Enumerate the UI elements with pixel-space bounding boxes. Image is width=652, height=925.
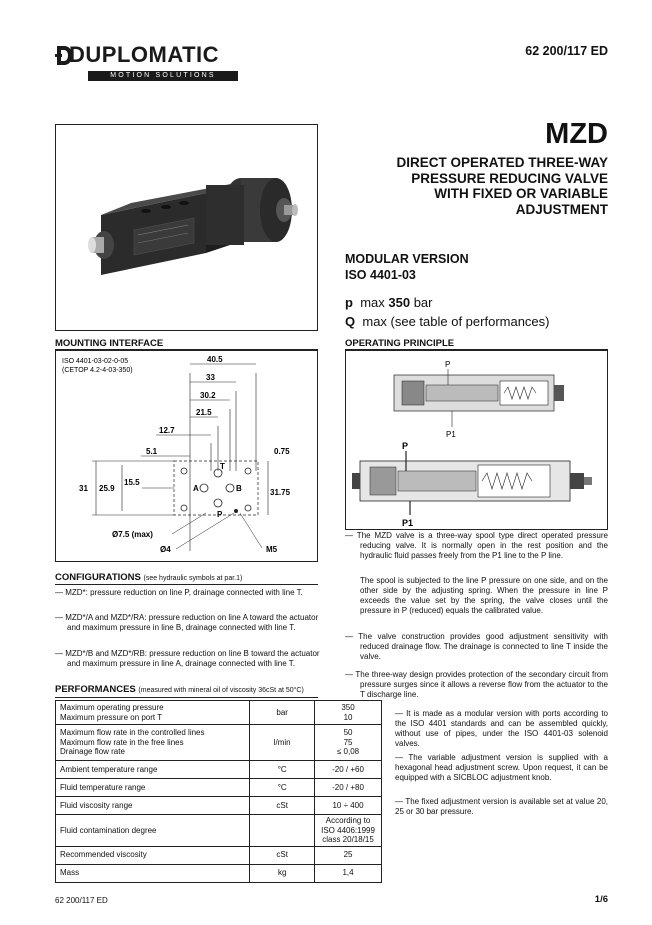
table-cell-unit: °C — [250, 761, 315, 779]
table-cell-unit: cSt — [250, 846, 315, 864]
table-cell-value: -20 / +80 — [315, 779, 382, 797]
table-cell-value: 50 75 ≤ 0,08 — [315, 725, 382, 761]
table-cell-unit: kg — [250, 864, 315, 882]
table-cell-value: 1,4 — [315, 864, 382, 882]
dim-label: 25.9 — [99, 484, 115, 493]
table-row — [56, 846, 382, 864]
subtitle-line: PRESSURE REDUCING VALVE — [411, 170, 608, 186]
port-label-b: B — [236, 484, 242, 493]
table-row — [56, 815, 382, 847]
mounting-heading: MOUNTING INTERFACE — [55, 338, 164, 349]
table-cell-label: Maximum operating pressure Maximum pressure on port T — [56, 701, 250, 725]
table-row — [56, 779, 382, 797]
table-cell-unit: cSt — [250, 797, 315, 815]
brand-name: DUPLOMATIC — [69, 42, 220, 67]
standard-label: ISO 4401-03-02-0-05 — [62, 358, 129, 365]
table-cell-value: 10 ÷ 400 — [315, 797, 382, 815]
valve-product-image — [56, 125, 317, 330]
table-row — [56, 761, 382, 779]
port-label-p1: P1 — [446, 430, 456, 439]
dim-label: 15.5 — [124, 478, 140, 487]
footer-doc-number: 62 200/117 ED — [55, 896, 108, 905]
document-number: 62 200/117 ED — [525, 44, 608, 58]
dim-label: M5 — [266, 545, 278, 554]
port-label-t: T — [220, 462, 225, 471]
divider — [55, 697, 318, 698]
performances-table — [55, 700, 382, 883]
port-label-p: P — [445, 360, 451, 369]
table-cell-label: Fluid contamination degree — [56, 815, 250, 847]
valve-section-drawing — [346, 351, 607, 529]
configurations-heading: CONFIGURATIONS (see hydraulic symbols at par.1) — [55, 572, 243, 583]
standard-label-cetop: (CETOP 4.2-4-03-350) — [62, 367, 133, 374]
dim-label: 5.1 — [146, 447, 158, 456]
product-subtitle — [328, 155, 608, 217]
version-standard: ISO 4401-03 — [345, 268, 416, 282]
pressure-max: p max 350 bar — [345, 295, 433, 310]
mounting-diagram-frame — [55, 350, 318, 562]
version-line: MODULAR VERSION — [345, 252, 469, 266]
table-cell-value: -20 / +60 — [315, 761, 382, 779]
brand-tagline: MOTION SOLUTIONS — [88, 71, 238, 81]
table-row — [56, 797, 382, 815]
model-code: MZD — [545, 118, 608, 150]
configuration-item: — MZD*/A and MZD*/RA: pressure reduction on line A toward the actuator and maximum pressure in line B, drainage connected with line T. — [55, 613, 319, 632]
table-row — [56, 701, 382, 725]
table-cell-label: Fluid viscosity range — [56, 797, 250, 815]
dim-label: Ø4 — [160, 545, 171, 554]
port-label-p1: P1 — [402, 518, 414, 528]
port-label-a: A — [193, 484, 199, 493]
configuration-item: — MZD*: pressure reduction on line P, drainage connected with line T. — [55, 588, 303, 597]
table-cell-unit: bar — [250, 701, 315, 725]
operating-paragraph: — The MZD valve is a three-way spool type direct operated pressure reducing valve. It is normally open in the rest position and the hydraulic fluid passes freely from the P1 line to the P line. — [345, 531, 608, 560]
operating-paragraph: The spool is subjected to the line P pressure on one side, and on the other side by the adjusting spring. When the pressure in line P exceeds the value set by the spring, the valve closes until the pressure in P (reduced) equals the calibrated value. — [360, 576, 608, 615]
operating-paragraph: — The three-way design provides protection of the secondary circuit from pressure surges since it allows a reverse flow from the actuator to the T discharge line. — [345, 670, 608, 699]
divider — [55, 584, 318, 585]
flow-max: Q max (see table of performances) — [345, 314, 550, 329]
dim-label: 30.2 — [200, 391, 216, 400]
table-cell-unit — [250, 815, 315, 847]
table-row — [56, 725, 382, 761]
operating-heading: OPERATING PRINCIPLE — [345, 338, 455, 349]
dim-label: 21.5 — [196, 408, 212, 417]
product-photo-frame — [55, 124, 318, 331]
dim-label: Ø7.5 (max) — [112, 530, 153, 539]
table-cell-label: Mass — [56, 864, 250, 882]
table-cell-label: Maximum flow rate in the controlled lines Maximum flow rate in the free lines Drainage flow rate — [56, 725, 250, 761]
table-cell-unit: °C — [250, 779, 315, 797]
operating-paragraph: — The fixed adjustment version is available set at value 20, 25 or 30 bar pressure. — [395, 797, 608, 816]
page-number: 1/6 — [594, 894, 608, 905]
brand-logo — [55, 42, 240, 82]
dim-label: 40.5 — [207, 355, 223, 364]
operating-paragraph: — The variable adjustment version is supplied with a hexagonal head adjustment screw. Upon request, it can be equipped with a SICBLOC adjustment knob. — [395, 753, 608, 782]
performances-heading: PERFORMANCES (measured with mineral oil of viscosity 36cSt at 50°C) — [55, 684, 304, 695]
table-row — [56, 864, 382, 882]
operating-paragraph: — It is made as a modular version with ports according to the ISO 4401 standards and can be assembled quickly, without use of pipes, under the ISO 4401-03 solenoid valves. — [395, 709, 608, 748]
dim-label: 12.7 — [159, 426, 175, 435]
table-cell-label: Fluid temperature range — [56, 779, 250, 797]
table-cell-label: Recommended viscosity — [56, 846, 250, 864]
dim-label: 31.75 — [270, 488, 291, 497]
table-cell-unit: l/min — [250, 725, 315, 761]
dim-label: 33 — [206, 373, 215, 382]
mounting-interface-drawing — [56, 351, 317, 561]
version-block — [345, 251, 469, 283]
table-cell-value: 350 10 — [315, 701, 382, 725]
operating-paragraph: — The valve construction provides good adjustment sensitivity with reduced drainage flow. The drainage is connected to line T inside the valve. — [345, 632, 608, 661]
subtitle-line: ADJUSTMENT — [515, 201, 608, 217]
operating-diagram-frame — [345, 350, 608, 530]
dim-label: 0.75 — [274, 447, 290, 456]
table-cell-value: According to ISO 4406:1999 class 20/18/15 — [315, 815, 382, 847]
configuration-item: — MZD*/B and MZD*/RB: pressure reduction on line B toward the actuator and maximum pressure in line A, drainage connected with line T. — [55, 649, 320, 668]
table-cell-value: 25 — [315, 846, 382, 864]
table-cell-label: Ambient temperature range — [56, 761, 250, 779]
dim-label: 31 — [79, 484, 88, 493]
subtitle-line: WITH FIXED OR VARIABLE — [434, 186, 608, 201]
subtitle-line: DIRECT OPERATED THREE-WAY — [396, 155, 608, 170]
port-label-p: P — [217, 510, 223, 519]
port-label-p: P — [402, 441, 409, 451]
